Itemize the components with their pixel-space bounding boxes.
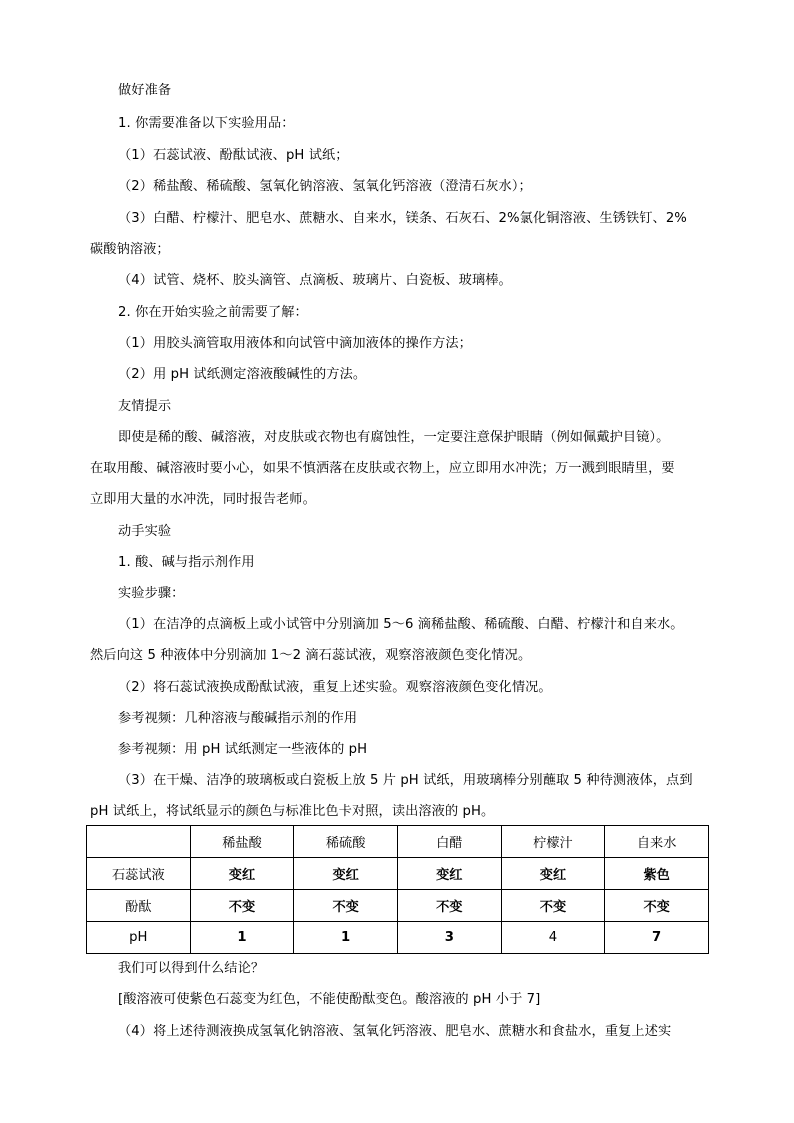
- paragraph: （4）试管、烧杯、胶头滴管、点滴板、玻璃片、白瓷板、玻璃棒。: [118, 273, 512, 288]
- paragraph: （1）用胶头滴管取用液体和向试管中滴加液体的操作方法；: [118, 336, 472, 351]
- table-row-label: 石蕊试液: [87, 858, 191, 890]
- paragraph: （2）用 pH 试纸测定溶液酸碱性的方法。: [118, 367, 367, 382]
- table-cell: 不变: [294, 890, 398, 922]
- paragraph: （1）石蕊试液、酚酞试液、pH 试纸；: [118, 148, 349, 163]
- table-header-cell: 柠檬汁: [501, 826, 605, 858]
- answer: [酸溶液可使紫色石蕊变为红色，不能使酚酞变色。酸溶液的 pH 小于 7]: [118, 992, 541, 1007]
- table-cell: 紫色: [605, 858, 709, 890]
- reference-video-link: 参考视频：用 pH 试纸测定一些液体的 pH: [118, 742, 368, 757]
- paragraph: （1）在洁净的点滴板上或小试管中分别滴加 5～6 滴稀盐酸、稀硫酸、白醋、柠檬汁和自来水。: [118, 617, 684, 632]
- paragraph: （4）将上述待测液换成氢氧化钠溶液、氢氧化钙溶液、肥皂水、蔗糖水和食盐水，重复上述实: [118, 1024, 672, 1039]
- table-row: [87, 890, 709, 922]
- table-cell: 不变: [190, 890, 294, 922]
- table-header-cell: 稀盐酸: [190, 826, 294, 858]
- paragraph-continuation: 碳酸钠溶液；: [90, 242, 170, 257]
- paragraph: 1. 你需要准备以下实验用品：: [118, 116, 295, 131]
- paragraph-continuation: pH 试纸上，将试纸显示的颜色与标准比色卡对照，读出溶液的 pH。: [90, 804, 495, 819]
- table-cell: 不变: [397, 890, 501, 922]
- table-header-row: [87, 826, 709, 858]
- question: 我们可以得到什么结论？: [118, 961, 265, 976]
- paragraph: （2）稀盐酸、稀硫酸、氢氧化钠溶液、氢氧化钙溶液（澄清石灰水）；: [118, 179, 532, 194]
- table-header-cell: [87, 826, 191, 858]
- table-row-label: 酚酞: [87, 890, 191, 922]
- table-cell: 1: [294, 922, 398, 954]
- table-cell: 4: [501, 922, 605, 954]
- paragraph: （3）在干燥、洁净的玻璃板或白瓷板上放 5 片 pH 试纸，用玻璃棒分别蘸取 5 种待测液体，点到: [118, 773, 693, 788]
- table-cell: 不变: [605, 890, 709, 922]
- table-cell: 7: [605, 922, 709, 954]
- paragraph: 1. 酸、碱与指示剂作用: [118, 555, 255, 570]
- table-cell: 变红: [294, 858, 398, 890]
- paragraph-continuation: 在取用酸、碱溶液时要小心，如果不慎洒落在皮肤或衣物上，应立即用水冲洗；万一溅到眼睛里，要: [90, 461, 675, 476]
- table-cell: 变红: [397, 858, 501, 890]
- paragraph: （3）白醋、柠檬汁、肥皂水、蔗糖水、自来水，镁条、石灰石、2%氯化铜溶液、生锈铁钉、2%: [118, 211, 687, 226]
- table-row: [87, 858, 709, 890]
- paragraph-continuation: 立即用大量的水冲洗，同时报告老师。: [90, 492, 316, 507]
- table-header-cell: 自来水: [605, 826, 709, 858]
- paragraph: （2）将石蕊试液换成酚酞试液，重复上述实验。观察溶液颜色变化情况。: [118, 680, 552, 695]
- paragraph: 实验步骤：: [118, 586, 185, 601]
- results-table: [86, 825, 709, 954]
- table-header-cell: 白醋: [397, 826, 501, 858]
- section-heading-experiment: 动手实验: [118, 524, 172, 539]
- table-cell: 变红: [501, 858, 605, 890]
- table-cell: 3: [397, 922, 501, 954]
- table-cell: 不变: [501, 890, 605, 922]
- section-heading-tips: 友情提示: [118, 399, 172, 414]
- paragraph: 2. 你在开始实验之前需要了解：: [118, 305, 308, 320]
- table-row-label: pH: [87, 922, 191, 954]
- section-heading-prepare: 做好准备: [118, 83, 172, 98]
- table-row: [87, 922, 709, 954]
- paragraph: 即使是稀的酸、碱溶液，对皮肤或衣物也有腐蚀性，一定要注意保护眼睛（例如佩戴护目镜）。: [118, 430, 670, 445]
- reference-video-link: 参考视频：几种溶液与酸碱指示剂的作用: [118, 711, 358, 726]
- table-cell: 1: [190, 922, 294, 954]
- table-header-cell: 稀硫酸: [294, 826, 398, 858]
- table-cell: 变红: [190, 858, 294, 890]
- paragraph-continuation: 然后向这 5 种液体中分别滴加 1～2 滴石蕊试液，观察溶液颜色变化情况。: [90, 648, 532, 663]
